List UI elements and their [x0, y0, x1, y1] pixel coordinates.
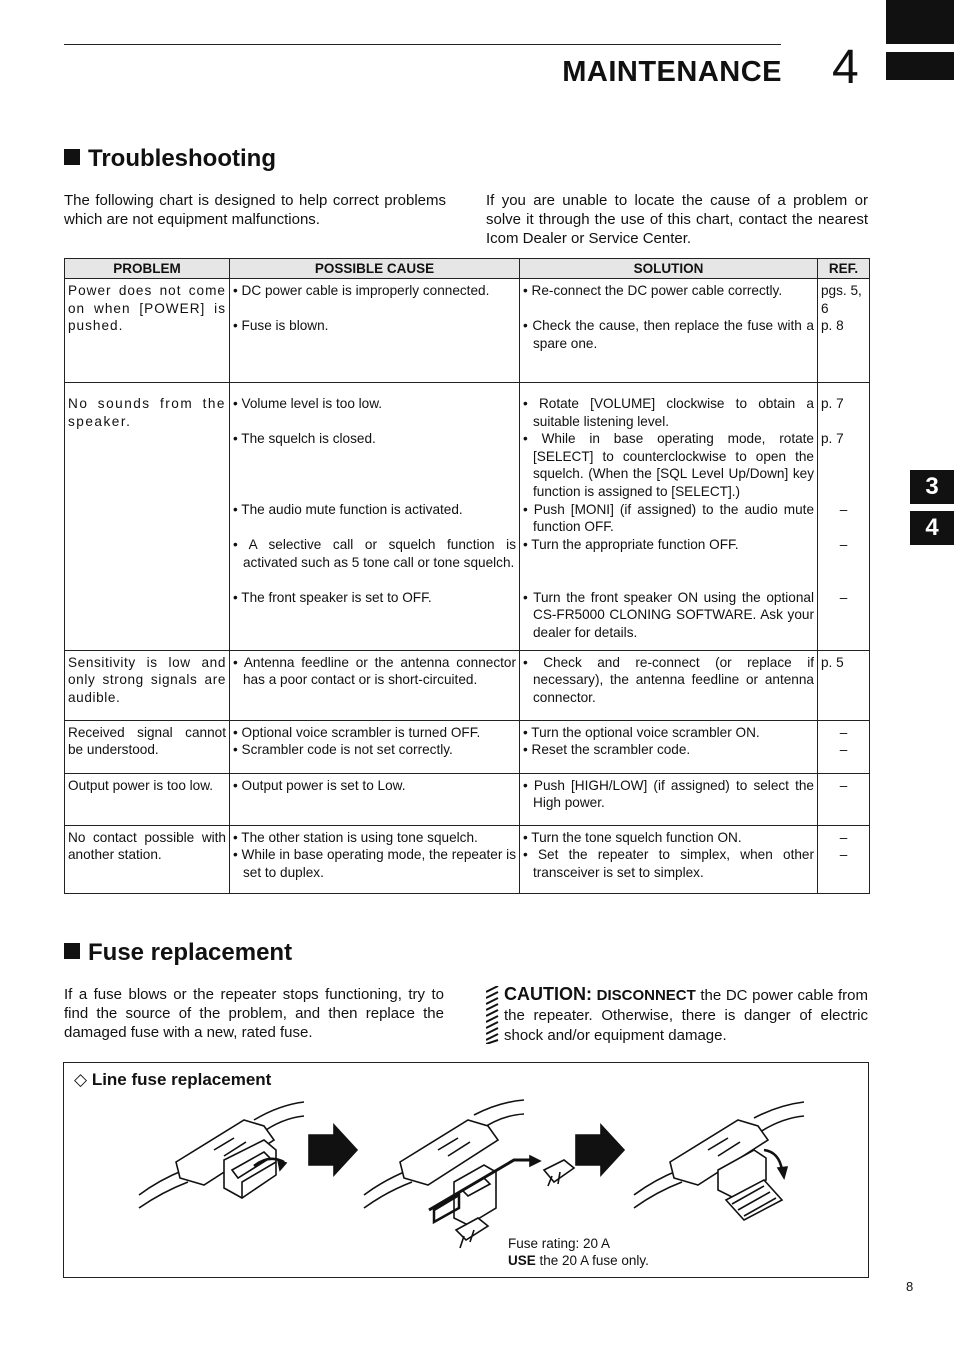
fuse-rating-note [508, 1235, 649, 1269]
ref-cell [818, 773, 870, 825]
fuse-intro: If a fuse blows or the repeater stops functioning, try to find the source of the problem, and then replace the damaged fuse with a new, rated fuse. [64, 986, 444, 1041]
troubleshooting-table [64, 258, 870, 894]
list-item: • Push [MONI] (if assigned) to the audio mute function OFF. [523, 501, 814, 535]
chapter-title: MAINTENANCE [562, 56, 782, 88]
list-item: • DC power cable is improperly connected. [233, 283, 490, 298]
list-item: • Re-connect the DC power cable correctly. [523, 283, 783, 298]
ref-cell [818, 650, 870, 720]
list-item: • While in base operating mode, rotate [SELECT] to counterclockwise to open the squelch. (When the [SQL Level Up/Down] key function is assigned to [SELECT].) [523, 431, 814, 499]
caution-text: the DC power cable from the repeater. Otherwise, there is danger of electric shock and/or equipment damage. [504, 987, 869, 1044]
list-item: • Turn the appropriate function OFF. [523, 536, 739, 552]
column-header-cause: POSSIBLE CAUSE [230, 259, 520, 279]
list-item: • Output power is set to Low. [233, 777, 406, 793]
fuse-replacement-illustration [64, 1090, 867, 1270]
problem-cell [65, 720, 230, 773]
ref-value: – [839, 502, 848, 517]
header-rule [64, 44, 781, 45]
list-item: • The audio mute function is activated. [233, 502, 463, 517]
list-item: • A selective call or squelch function is activated such as 5 tone call or tone squelch. [233, 537, 516, 570]
ref-value: – [839, 724, 848, 740]
diamond-icon: ◇ [74, 1070, 88, 1089]
use-keyword: USE [508, 1253, 536, 1268]
table-header-row [65, 259, 870, 279]
ref-cell [818, 825, 870, 893]
side-tab-3[interactable]: 3 [910, 470, 954, 504]
table-row [65, 383, 870, 651]
problem-text: No contact possible with another station. [68, 829, 226, 863]
fuse-heading [64, 939, 292, 967]
cause-cell [230, 279, 520, 383]
troubleshooting-intro-right: If you are unable to locate the cause of a problem or solve it through the use of this chart, contact the nearest Icom Dealer or Service Center. [486, 192, 868, 247]
fuse-holder-closed-icon [139, 1102, 304, 1208]
ref-value: – [839, 847, 848, 863]
list-item: • The squelch is closed. [233, 431, 376, 446]
solution-cell [520, 825, 818, 893]
arrow-right-icon [576, 1125, 624, 1175]
corner-block-top [886, 0, 954, 44]
ref-value: p. 7 [821, 431, 844, 446]
list-item: • Set the repeater to simplex, when other transceiver is set to simplex. [523, 847, 814, 880]
cause-cell [230, 825, 520, 893]
cause-cell [230, 720, 520, 773]
list-item: • Check and re-connect (or replace if necessary), the antenna feedline or antenna connector. [523, 654, 814, 705]
problem-text: No sounds from the speaker. [68, 396, 226, 429]
line-fuse-title: Line fuse replacement [91, 1070, 272, 1089]
list-item: • Antenna feedline or the antenna connector has a poor contact or is short-circuited. [233, 654, 516, 688]
column-header-problem: PROBLEM [65, 259, 230, 279]
list-item: • Turn the front speaker ON using the optional CS-FR5000 CLONING SOFTWARE. Ask your dealer for details. [523, 589, 814, 640]
table-row [65, 825, 870, 893]
fuse-holder-lid-open-icon [634, 1102, 804, 1220]
problem-text: Output power is too low. [68, 777, 214, 793]
list-item: • Scrambler code is not set correctly. [233, 742, 453, 758]
ref-cell [818, 720, 870, 773]
solution-cell [520, 720, 818, 773]
troubleshooting-title: Troubleshooting [88, 145, 276, 172]
ref-value: p. 8 [821, 318, 844, 333]
list-item: • Turn the optional voice scrambler ON. [523, 724, 760, 740]
list-item: • While in base operating mode, the repeater is set to duplex. [233, 847, 516, 880]
fuse-rating: Fuse rating: 20 A [508, 1236, 611, 1251]
ref-value: – [839, 829, 848, 845]
ref-value: – [839, 537, 848, 552]
list-item: • The other station is using tone squelch. [233, 829, 478, 845]
ref-cell [818, 279, 870, 383]
caution-keyword: DISCONNECT [596, 987, 696, 1004]
list-item: • Check the cause, then replace the fuse with a spare one. [523, 318, 814, 351]
solution-cell [520, 773, 818, 825]
arrow-right-icon [309, 1125, 357, 1175]
list-item: • Fuse is blown. [233, 318, 329, 334]
problem-cell [65, 825, 230, 893]
list-item: • Reset the scrambler code. [523, 742, 691, 758]
problem-text: Power does not come on when [POWER] is pushed. [68, 283, 226, 334]
problem-cell [65, 650, 230, 720]
problem-cell [65, 773, 230, 825]
caution-label: CAUTION: [504, 984, 592, 1004]
fuse-holder-open-icon [364, 1100, 574, 1248]
ref-value: – [839, 590, 848, 605]
troubleshooting-intro-left: The following chart is designed to help correct problems which are not equipment malfunctions. [64, 192, 446, 228]
corner-block-bottom [886, 52, 954, 80]
cause-cell [230, 650, 520, 720]
fuse-title: Fuse replacement [88, 939, 293, 966]
problem-cell [65, 383, 230, 651]
ref-value: – [839, 777, 848, 793]
square-bullet-icon [64, 149, 80, 165]
table-row [65, 720, 870, 773]
problem-cell [65, 279, 230, 383]
chapter-number: 4 [832, 41, 859, 94]
ref-value: p. 5 [821, 654, 844, 670]
cause-cell [230, 383, 520, 651]
solution-cell [520, 383, 818, 651]
list-item: • The front speaker is set to OFF. [233, 590, 432, 605]
table-row [65, 279, 870, 383]
list-item: • Push [HIGH/LOW] (if assigned) to select the High power. [523, 777, 814, 811]
table-row [65, 650, 870, 720]
line-fuse-heading [74, 1070, 271, 1090]
table-row [65, 773, 870, 825]
caution-hatch-icon [486, 986, 499, 1044]
ref-value: p. 7 [821, 396, 844, 411]
ref-value: pgs. 5, 6 [821, 283, 862, 316]
caution-note [504, 984, 868, 1046]
solution-cell [520, 279, 818, 383]
ref-cell [818, 383, 870, 651]
square-bullet-icon [64, 943, 80, 959]
side-tab-4[interactable]: 4 [910, 511, 954, 545]
column-header-ref: REF. [818, 259, 870, 279]
solution-cell [520, 650, 818, 720]
fuse-use-line [508, 1252, 649, 1269]
cause-cell [230, 773, 520, 825]
list-item: • Optional voice scrambler is turned OFF. [233, 724, 481, 740]
list-item: • Rotate [VOLUME] clockwise to obtain a suitable listening level. [523, 396, 814, 429]
list-item: • Volume level is too low. [233, 396, 383, 411]
column-header-solution: SOLUTION [520, 259, 818, 279]
problem-text: Received signal cannot be understood. [68, 724, 226, 758]
problem-text: Sensitivity is low and only strong signals are audible. [68, 654, 226, 705]
ref-value: – [839, 742, 848, 758]
list-item: • Turn the tone squelch function ON. [523, 829, 742, 845]
use-text: the 20 A fuse only. [539, 1253, 649, 1268]
page-number: 8 [906, 1279, 914, 1294]
troubleshooting-heading [64, 145, 276, 173]
